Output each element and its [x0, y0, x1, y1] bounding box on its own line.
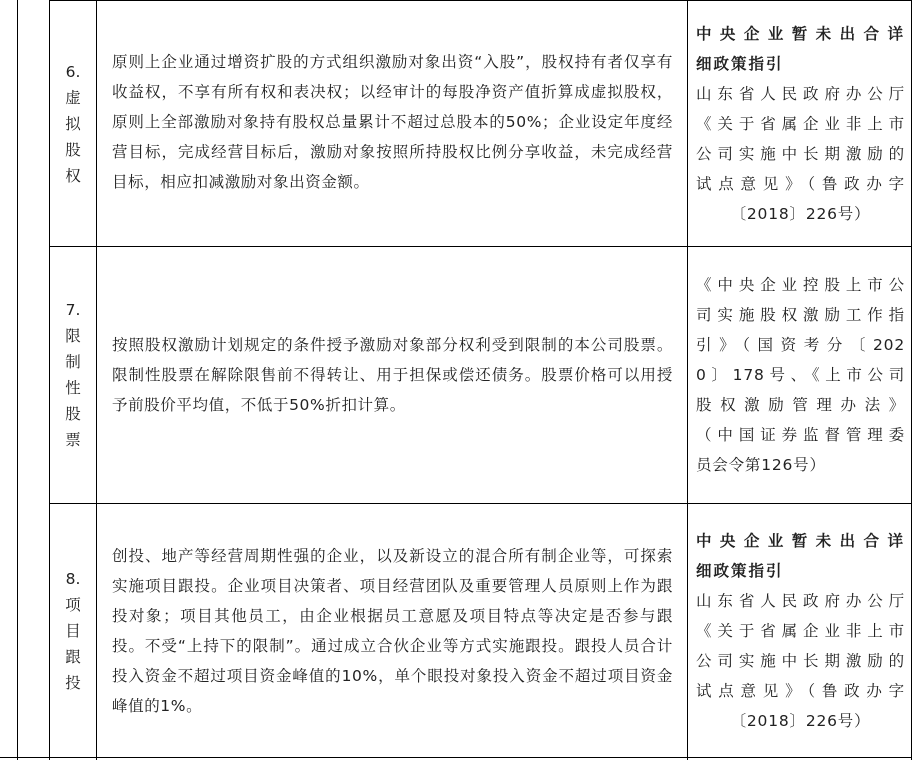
- policy-line: 股权激励管理办法》: [696, 396, 905, 414]
- row-number-cell: [50, 504, 96, 757]
- row-content: 原则上企业通过增资扩股的方式组织激励对象出资“入股”，股权持有者仅享有收益权，不享有所有权和表决权；以经审计的每股净资产值折算成虚拟股权，原则上全部激励对象持有股权总量累计不超过总股本的50%；企业设定年度经营目标，完成经营目标后，激励对象按照所持股权比例分享收益，未完成经营目标，相应扣减激励对象出资金额。: [112, 53, 673, 191]
- policy-line: 《关于省属企业非上市: [696, 621, 905, 640]
- table-rule: [0, 757, 912, 758]
- policy-line: 《中央企业控股上市公: [696, 276, 905, 294]
- row-content-cell: [97, 247, 687, 503]
- row-title-char: 股: [65, 140, 81, 159]
- policy-line: 试点意见》（鲁政办字: [696, 681, 905, 700]
- row-title-char: 票: [65, 431, 81, 449]
- table-rule: [911, 0, 912, 760]
- policy-line: 引》（国资考分〔202: [696, 336, 905, 354]
- row-title-char: 项: [65, 595, 81, 614]
- row-content-cell: [97, 16, 687, 228]
- row-title-char: 虚: [65, 88, 81, 107]
- row-title-char: 拟: [65, 114, 81, 133]
- row-policy-cell: [688, 247, 911, 503]
- row-title-char: 股: [65, 405, 81, 423]
- policy-line: 细政策指引: [696, 54, 784, 73]
- row-content: 创投、地产等经营周期性强的企业，以及新设立的混合所有制企业等，可探索实施项目跟投。企业项目决策者、项目经营团队及重要管理人员原则上作为跟投对象；项目其他员工，由企业根据员工意愿及项目特点等决定是否参与跟投。不受“上持下的限制”。通过成立合伙企业等方式实施跟投。跟投人员合计投入资金不超过项目资金峰值的10%，单个眼投对象投入资金不超过项目资金峰值的1%。: [112, 546, 673, 715]
- policy-line: 细政策指引: [696, 561, 784, 580]
- row-number: 8.: [65, 569, 81, 588]
- row-number-cell: [50, 247, 96, 503]
- policy-line: （中国证券监督管理委: [696, 426, 905, 444]
- row-number: 6.: [65, 62, 81, 81]
- policy-line: 司实施股权激励工作指: [696, 306, 905, 324]
- row-policy-cell: [688, 504, 911, 757]
- row-title-char: 限: [65, 327, 81, 345]
- policy-line: 中央企业暂未出合详: [696, 531, 905, 550]
- policy-line: 公司实施中长期激励的: [696, 144, 905, 163]
- row-title-char: 性: [65, 379, 81, 397]
- policy-line: 〔2018〕226号）: [730, 204, 871, 223]
- row-content-cell: [97, 504, 687, 757]
- policy-line: 中央企业暂未出合详: [696, 24, 905, 43]
- policy-line: 试点意见》（鲁政办字: [696, 174, 905, 193]
- policy-line: 员会令第126号）: [696, 456, 826, 474]
- policy-line: 0〕178号、《上市公司: [696, 366, 905, 384]
- row-title-char: 跟: [65, 647, 81, 666]
- policy-line: 山东省人民政府办公厅: [696, 84, 905, 103]
- row-number: 7.: [65, 301, 81, 319]
- policy-line: 山东省人民政府办公厅: [696, 591, 905, 610]
- row-title-char: 投: [65, 673, 81, 692]
- row-title-char: 权: [65, 166, 81, 185]
- row-title-char: 制: [65, 353, 81, 371]
- row-content: 按照股权激励计划规定的条件授予激励对象部分权利受到限制的本公司股票。限制性股票在解除限售前不得转让、用于担保或偿还债务。股票价格可以用授予前股价平均值，不低于50%折扣计算。: [112, 336, 673, 414]
- row-policy-cell: [688, 1, 911, 246]
- policy-line: 公司实施中长期激励的: [696, 651, 905, 670]
- policy-line: 〔2018〕226号）: [730, 711, 871, 730]
- table-rule: [17, 0, 18, 760]
- row-number-cell: [50, 1, 96, 246]
- policy-line: 《关于省属企业非上市: [696, 114, 905, 133]
- row-title-char: 目: [65, 621, 81, 640]
